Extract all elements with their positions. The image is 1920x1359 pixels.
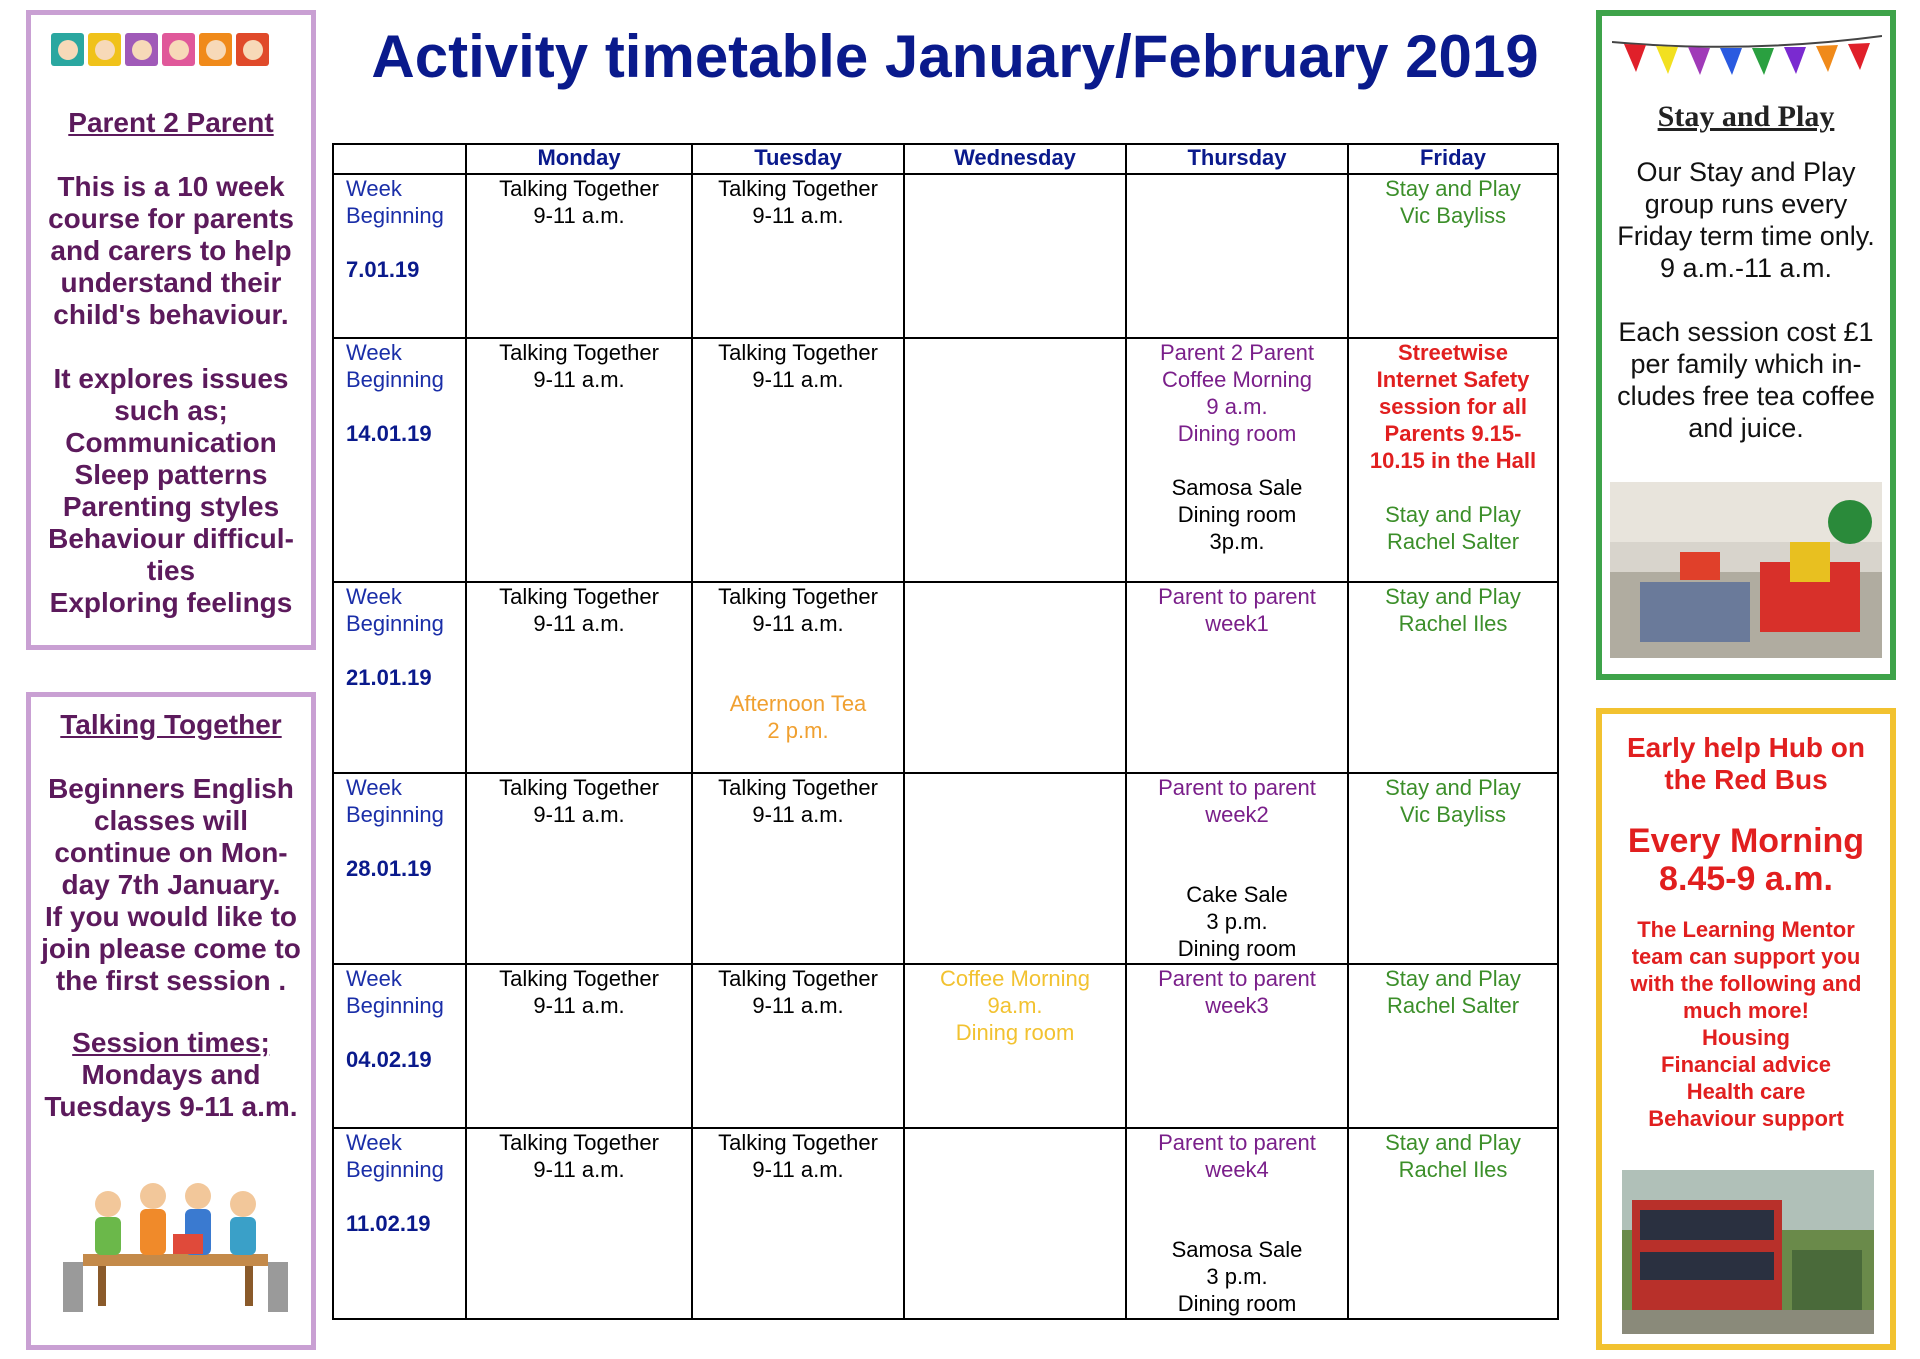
event-week: week2 xyxy=(1205,802,1269,827)
body-line: cludes free tea coffee xyxy=(1617,381,1875,411)
event-time: 9-11 a.m. xyxy=(752,802,844,827)
issues-line: It explores issues xyxy=(53,363,289,394)
event-name: Talking Together xyxy=(499,775,659,800)
event-name: Afternoon Tea xyxy=(729,691,867,716)
early-help-hub-panel xyxy=(1596,708,1896,1350)
thursday-cell xyxy=(1126,1128,1348,1319)
week-date: 28.01.19 xyxy=(346,856,432,881)
body-line: and juice. xyxy=(1688,413,1804,443)
friday-cell xyxy=(1348,174,1558,338)
stay-and-play-heading: Stay and Play xyxy=(1657,100,1835,133)
event-leader: Rachel Iles xyxy=(1398,1157,1508,1182)
event-name: Coffee Morning xyxy=(939,966,1090,991)
event-time: 9-11 a.m. xyxy=(752,611,844,636)
wednesday-cell xyxy=(904,174,1126,338)
stay-and-play-body-2 xyxy=(1602,316,1890,444)
body-line: much more! xyxy=(1683,998,1809,1023)
body-line: Financial advice xyxy=(1661,1052,1831,1077)
event-detail: Parents 9.15- xyxy=(1384,421,1522,446)
session-line: Mondays and xyxy=(81,1059,261,1090)
body-line: team can support you xyxy=(1631,944,1861,969)
event-name: Coffee Morning xyxy=(1161,367,1312,392)
event-name: Samosa Sale xyxy=(1171,475,1303,500)
event-time: 3 p.m. xyxy=(1206,1264,1268,1289)
body-line: Health care xyxy=(1686,1079,1806,1104)
times-line: Every Morning xyxy=(1627,822,1865,860)
week-cell xyxy=(333,1128,466,1319)
event-time: 9-11 a.m. xyxy=(533,993,625,1018)
week-date: 21.01.19 xyxy=(346,665,432,690)
issues-line: Parenting styles xyxy=(62,491,280,522)
times-line: 8.45-9 a.m. xyxy=(1659,860,1833,898)
event-name: Stay and Play xyxy=(1385,584,1521,609)
hub-body xyxy=(1602,916,1890,1132)
body-line: The Learning Mentor xyxy=(1637,917,1855,942)
table-row xyxy=(333,174,1558,338)
body-line: classes will xyxy=(93,805,249,836)
event-time: 3 p.m. xyxy=(1206,909,1268,934)
week-label: Week xyxy=(346,340,402,365)
event-time: 9-11 a.m. xyxy=(752,1157,844,1182)
week-cell xyxy=(333,773,466,964)
event-time: 3p.m. xyxy=(1209,529,1265,554)
beginning-label: Beginning xyxy=(346,203,444,228)
tuesday-cell xyxy=(692,1128,904,1319)
body-line: 9 a.m.-11 a.m. xyxy=(1659,253,1833,283)
monday-cell xyxy=(466,174,692,338)
intro-line: This is a 10 week xyxy=(57,171,285,202)
body-line: join please come to xyxy=(41,933,301,964)
beginning-label: Beginning xyxy=(346,993,444,1018)
wednesday-cell xyxy=(904,1128,1126,1319)
thursday-cell xyxy=(1126,964,1348,1128)
body-line: day 7th January. xyxy=(61,869,281,900)
session-times-heading: Session times; xyxy=(72,1027,270,1058)
friday-cell xyxy=(1348,338,1558,582)
header-row xyxy=(333,144,1558,174)
tuesday-cell xyxy=(692,582,904,773)
body-line: per family which in- xyxy=(1630,349,1862,379)
event-week: week4 xyxy=(1205,1157,1269,1182)
event-location: Dining room xyxy=(1177,421,1297,446)
event-name: Cake Sale xyxy=(1186,882,1288,907)
event-time: 9-11 a.m. xyxy=(533,203,625,228)
monday-cell xyxy=(466,582,692,773)
body-line: Housing xyxy=(1702,1025,1790,1050)
heading-line: Early help Hub on xyxy=(1626,732,1866,763)
intro-line: course for parents xyxy=(48,203,294,234)
header-cell xyxy=(333,144,466,174)
friday-cell xyxy=(1348,773,1558,964)
event-week: week3 xyxy=(1205,993,1269,1018)
event-name: Talking Together xyxy=(499,584,659,609)
monday-cell xyxy=(466,1128,692,1319)
body-line: group runs every xyxy=(1644,189,1848,219)
table-row xyxy=(333,773,1558,964)
event-name: Talking Together xyxy=(499,340,659,365)
event-location: Dining room xyxy=(955,1020,1075,1045)
event-location: Dining room xyxy=(1177,936,1297,961)
week-label: Week xyxy=(346,584,402,609)
week-cell xyxy=(333,338,466,582)
event-name: Stay and Play xyxy=(1385,966,1521,991)
tuesday-cell xyxy=(692,964,904,1128)
wednesday-cell xyxy=(904,582,1126,773)
talking-together-body xyxy=(31,773,311,997)
header-friday: Friday xyxy=(1348,144,1558,174)
event-name: Stay and Play xyxy=(1385,775,1521,800)
week-label: Week xyxy=(346,775,402,800)
event-location: Dining room xyxy=(1177,1291,1297,1316)
beginning-label: Beginning xyxy=(346,802,444,827)
monday-cell xyxy=(466,338,692,582)
parent2parent-issues xyxy=(31,363,311,619)
page-title: Activity timetable January/February 2019 xyxy=(371,23,1539,90)
event-leader: Rachel Salter xyxy=(1386,529,1520,554)
event-name: Internet Safety xyxy=(1376,367,1530,392)
event-name: Talking Together xyxy=(718,176,878,201)
table-row xyxy=(333,964,1558,1128)
event-name: Samosa Sale xyxy=(1171,1237,1303,1262)
event-name: Parent to parent xyxy=(1158,584,1316,609)
issues-line: ties xyxy=(146,555,196,586)
issues-line: Behaviour difficul- xyxy=(48,523,294,554)
event-detail: session for all xyxy=(1379,394,1527,419)
issues-line: Communication xyxy=(65,427,277,458)
week-date: 14.01.19 xyxy=(346,421,432,446)
event-leader: Vic Bayliss xyxy=(1400,802,1506,827)
issues-line: Exploring feelings xyxy=(49,587,293,618)
body-line: Beginners English xyxy=(48,773,294,804)
week-cell xyxy=(333,174,466,338)
beginning-label: Beginning xyxy=(346,367,444,392)
event-time: 9-11 a.m. xyxy=(752,367,844,392)
playroom-photo xyxy=(1610,482,1882,658)
hub-heading xyxy=(1602,732,1890,796)
talking-together-panel xyxy=(26,692,316,1350)
children-faces-image xyxy=(51,33,269,66)
week-date: 11.02.19 xyxy=(346,1211,431,1236)
wednesday-cell xyxy=(904,773,1126,964)
event-name: Parent to parent xyxy=(1158,1130,1316,1155)
event-time: 9 a.m. xyxy=(1206,394,1268,419)
event-leader: Vic Bayliss xyxy=(1400,203,1506,228)
beginning-label: Beginning xyxy=(346,1157,444,1182)
issues-line: such as; xyxy=(114,395,228,426)
tuesday-cell xyxy=(692,174,904,338)
intro-line: understand their xyxy=(60,267,282,298)
event-name: Talking Together xyxy=(499,1130,659,1155)
header-tuesday: Tuesday xyxy=(692,144,904,174)
header-wednesday: Wednesday xyxy=(904,144,1126,174)
friday-cell xyxy=(1348,964,1558,1128)
week-date: 04.02.19 xyxy=(346,1047,432,1072)
event-time: 9-11 a.m. xyxy=(752,203,844,228)
thursday-cell xyxy=(1126,582,1348,773)
body-line: Behaviour support xyxy=(1648,1106,1844,1131)
event-name: Stay and Play xyxy=(1385,176,1521,201)
thursday-cell xyxy=(1126,773,1348,964)
event-time: 9-11 a.m. xyxy=(533,802,625,827)
event-name: Stay and Play xyxy=(1385,502,1521,527)
header-thursday: Thursday xyxy=(1126,144,1348,174)
event-time: 9-11 a.m. xyxy=(533,1157,625,1182)
event-name: Talking Together xyxy=(499,966,659,991)
beginning-label: Beginning xyxy=(346,611,444,636)
event-leader: Rachel Salter xyxy=(1386,993,1520,1018)
event-name: Parent 2 Parent xyxy=(1159,340,1315,365)
red-bus-photo xyxy=(1622,1170,1874,1334)
event-time: 9-11 a.m. xyxy=(533,367,625,392)
event-leader: Rachel Iles xyxy=(1398,611,1508,636)
parent2parent-intro xyxy=(31,171,311,331)
event-detail: 10.15 in the Hall xyxy=(1369,448,1537,473)
friday-cell xyxy=(1348,582,1558,773)
intro-line: child's behaviour. xyxy=(53,299,289,330)
session-line: Tuesdays 9-11 a.m. xyxy=(44,1091,298,1122)
week-cell xyxy=(333,582,466,773)
event-time: 9a.m. xyxy=(987,993,1043,1018)
heading-line: the Red Bus xyxy=(1664,764,1828,795)
header-monday: Monday xyxy=(466,144,692,174)
parent2parent-panel xyxy=(26,10,316,650)
body-line: with the following and xyxy=(1630,971,1862,996)
event-name: Talking Together xyxy=(499,176,659,201)
event-name: Talking Together xyxy=(718,584,878,609)
stay-and-play-panel xyxy=(1596,10,1896,680)
thursday-cell xyxy=(1126,338,1348,582)
bunting-flags-image xyxy=(1612,24,1882,84)
week-cell xyxy=(333,964,466,1128)
talking-together-heading: Talking Together xyxy=(60,709,282,740)
friday-cell xyxy=(1348,1128,1558,1319)
table-row xyxy=(333,338,1558,582)
event-name: Parent to parent xyxy=(1158,775,1316,800)
event-time: 9-11 a.m. xyxy=(752,993,844,1018)
week-label: Week xyxy=(346,1130,402,1155)
timetable xyxy=(332,143,1559,1320)
stay-and-play-body-1 xyxy=(1602,156,1890,284)
body-line: continue on Mon- xyxy=(54,837,288,868)
event-name: Stay and Play xyxy=(1385,1130,1521,1155)
week-date: 7.01.19 xyxy=(346,257,420,282)
issues-line: Sleep patterns xyxy=(74,459,268,490)
people-at-table-illustration xyxy=(53,1162,298,1322)
body-line: Each session cost £1 xyxy=(1618,317,1874,347)
week-label: Week xyxy=(346,176,402,201)
body-line: Our Stay and Play xyxy=(1636,157,1856,187)
body-line: the first session . xyxy=(55,965,287,996)
tuesday-cell xyxy=(692,338,904,582)
hub-times xyxy=(1602,822,1890,898)
event-name: Streetwise xyxy=(1397,340,1509,365)
event-time: 9-11 a.m. xyxy=(533,611,625,636)
thursday-cell xyxy=(1126,174,1348,338)
wednesday-cell xyxy=(904,964,1126,1128)
intro-line: and carers to help xyxy=(50,235,292,266)
monday-cell xyxy=(466,964,692,1128)
event-week: week1 xyxy=(1205,611,1269,636)
tuesday-cell xyxy=(692,773,904,964)
event-name: Talking Together xyxy=(718,1130,878,1155)
wednesday-cell xyxy=(904,338,1126,582)
event-name: Talking Together xyxy=(718,966,878,991)
event-time: 2 p.m. xyxy=(767,718,829,743)
week-label: Week xyxy=(346,966,402,991)
event-name: Talking Together xyxy=(718,340,878,365)
event-name: Talking Together xyxy=(718,775,878,800)
parent2parent-heading: Parent 2 Parent xyxy=(68,107,274,138)
event-name: Parent to parent xyxy=(1158,966,1316,991)
monday-cell xyxy=(466,773,692,964)
table-row xyxy=(333,1128,1558,1319)
body-line: If you would like to xyxy=(45,901,297,932)
event-location: Dining room xyxy=(1177,502,1297,527)
table-row xyxy=(333,582,1558,773)
body-line: Friday term time only. xyxy=(1617,221,1875,251)
